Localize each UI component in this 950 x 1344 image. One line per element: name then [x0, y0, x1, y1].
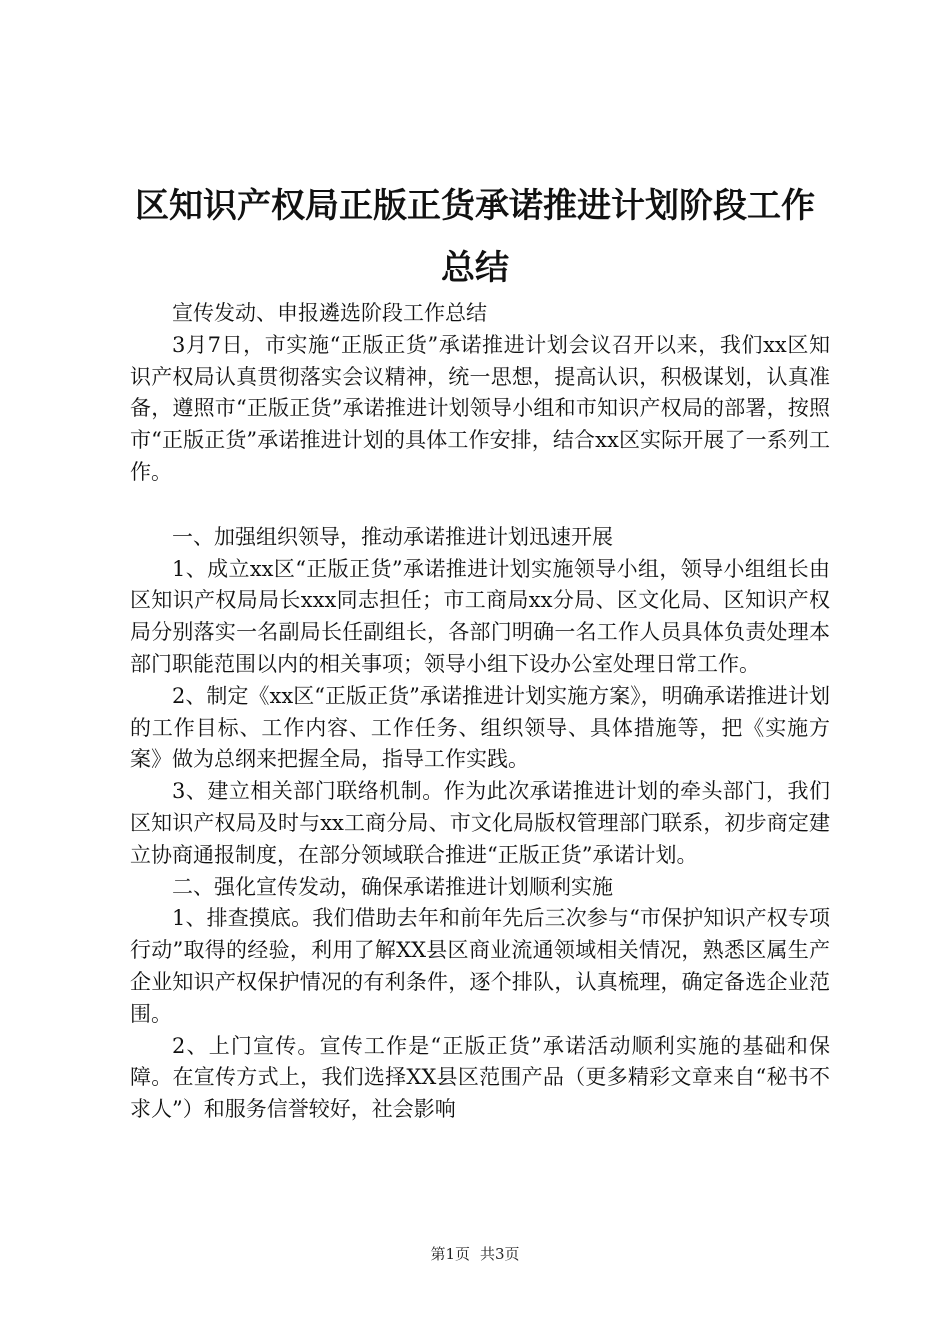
- paragraph-1-3: 3、建立相关部门联络机制。作为此次承诺推进计划的牵头部门，我们区知识产权局及时与xx工商分局、市文化局版权管理部门联系，初步商定建立协商通报制度，在部分领域联合推进“正版正货”承诺计划。: [130, 779, 830, 867]
- paragraph-1-2: 2、制定《xx区“正版正货”承诺推进计划实施方案》，明确承诺推进计划的工作目标、工作内容、工作任务、组织领导、具体措施等，把《实施方案》做为总纲来把握全局，指导工作实践。: [130, 683, 830, 772]
- page-total: 共3页: [480, 1245, 520, 1263]
- section-heading-2: 二、强化宣传发动，确保承诺推进计划顺利实施: [172, 874, 613, 899]
- paragraph-2-2: 2、上门宣传。宣传工作是“正版正货”承诺活动顺利实施的基础和保障。在宣传方式上，我们选择XX县区范围产品（更多精彩文章来自“秘书不求人”）和服务信誉较好，社会影响: [130, 1033, 830, 1122]
- section-heading-1: 一、加强组织领导，推动承诺推进计划迅速开展: [172, 524, 613, 549]
- paragraph-2-1: 1、排查摸底。我们借助去年和前年先后三次参与“市保护知识产权专项行动”取得的经验，利用了解XX县区商业流通领域相关情况，熟悉区属生产企业知识产权保护情况的有利条件，逐个排队，认真梳理，确定备选企业范围。: [130, 906, 830, 1026]
- page-number: 第1页: [430, 1245, 470, 1263]
- document-body: [130, 298, 830, 1126]
- document-title-line-1: 区知识产权局正版正货承诺推进计划阶段工作: [135, 186, 815, 226]
- page-footer: [0, 1244, 950, 1264]
- intro-paragraph: 3月7日，市实施“正版正货”承诺推进计划会议召开以来，我们xx区知识产权局认真贯彻落实会议精神，统一思想，提高认识，积极谋划，认真准备，遵照市“正版正货”承诺推进计划领导小组和市知识产权局的部署，按照市“正版正货”承诺推进计划的具体工作安排，结合xx区实际开展了一系列工作。: [130, 332, 830, 484]
- section-subtitle: 宣传发动、申报遴选阶段工作总结: [172, 301, 487, 325]
- paragraph-1-1: 1、成立xx区“正版正货”承诺推进计划实施领导小组，领导小组组长由区知识产权局局长xxx同志担任；市工商局xx分局、区文化局、区知识产权局分别落实一名副局长任副组长，各部门明确一名工作人员具体负责处理本部门职能范围以内的相关事项；领导小组下设办公室处理日常工作。: [130, 556, 830, 676]
- document-title-line-2: 总结: [441, 248, 509, 288]
